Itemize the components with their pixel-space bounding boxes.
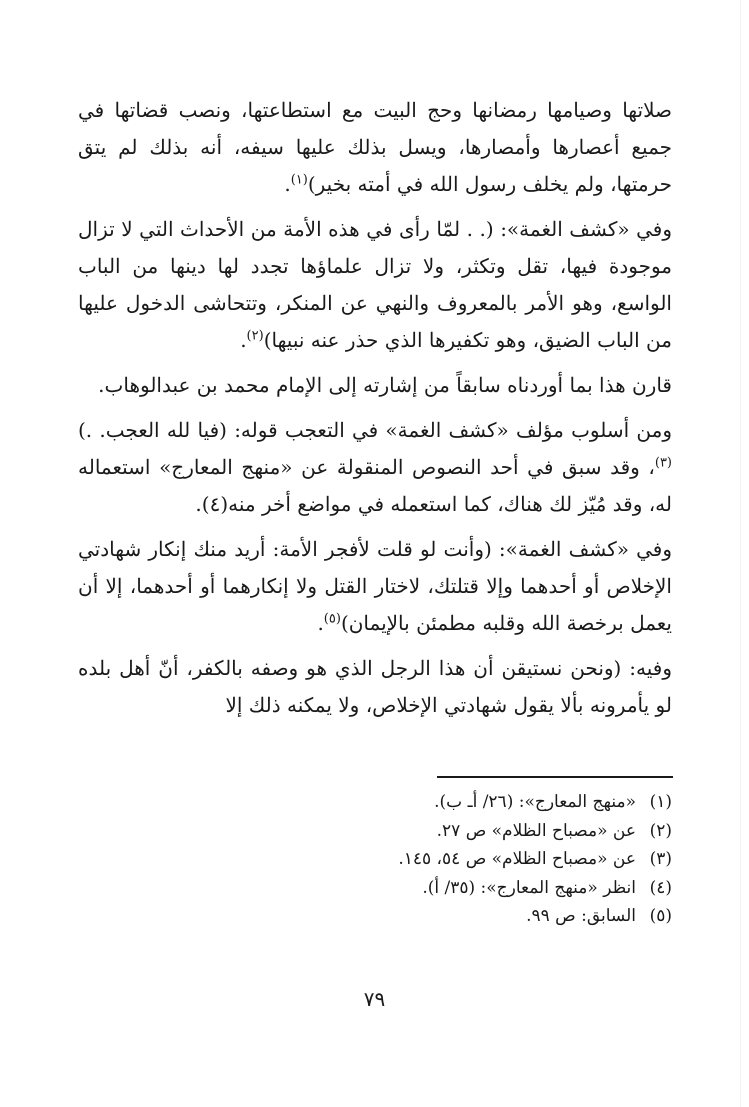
footnote-item [78, 788, 672, 817]
footnote-text: السابق: ص ٩٩. [526, 906, 636, 926]
footnote-item [78, 845, 672, 874]
footnote-item [78, 902, 672, 931]
footnote-number: (٢) [649, 820, 672, 841]
paragraph [78, 367, 672, 404]
footnote-marker[interactable]: (٣) [654, 455, 672, 471]
paragraph-tail: . [317, 611, 324, 635]
paragraph-text: وفي «كشف الغمة»: (وأنت لو قلت لأفجر الأمة: أريد منك إنكار شهادتي الإخلاص أو أحدهما وإلا قتلتك، لاختار القتل ولا إنكارهما أو أحدهما، إلا أن يعمل برخصة الله وقلبه مطمئن بالإيمان) [78, 537, 672, 635]
paragraph [78, 531, 672, 642]
paragraph-tail: . [240, 328, 247, 352]
paragraph [78, 412, 672, 523]
paragraph-text: قارن هذا بما أوردناه سابقاً من إشارته إلى الإمام محمد بن عبدالوهاب. [98, 373, 672, 397]
footnote-marker[interactable]: (٢) [246, 328, 264, 344]
footnote-text: «منهج المعارج»: (٢٦/ أـ ب). [434, 792, 636, 812]
paragraph-tail: ، وقد سبق في أحد النصوص المنقولة عن «منهج المعارج» استعماله له، وقد مُيّز لك هناك، كما استعمله في مواضع أخر منه(٤). [78, 455, 672, 516]
paragraph-text: ومن أسلوب مؤلف «كشف الغمة» في التعجب قوله: (فيا لله العجب. .) [78, 418, 672, 442]
footnote-number: (٤) [649, 877, 672, 898]
footnote-marker[interactable]: (٥) [323, 611, 341, 627]
footnote-marker[interactable]: (١) [290, 172, 308, 188]
footnote-text: انظر «منهج المعارج»: (٣٥/ أ). [422, 877, 636, 898]
paragraph-text: وفي «كشف الغمة»: (. . لمّا رأى في هذه الأمة من الأحداث التي لا تزال موجودة فيها، تقل وتكثر، ولا تزال علماؤها تجدد لها دينها من الباب الواسع، وهو الأمر بالمعروف والنهي عن المنكر، وتتحاشى الدخول عليها من الباب الضيق، وهو تكفيرها الذي حذر عنه نبيها) [78, 217, 672, 352]
paragraph-tail: . [284, 172, 291, 196]
footnote-separator [437, 776, 673, 778]
paragraph [78, 211, 672, 359]
paragraph-text: وفيه: (ونحن نستيقن أن هذا الرجل الذي هو وصفه بالكفر، أنّ أهل بلده لو يأمرونه بألا يقول شهادتي الإخلاص، ولا يمكنه ذلك إلا [78, 656, 672, 717]
footnote-number: (٣) [649, 849, 672, 869]
footnote-text: عن «مصباح الظلام» ص ٥٤، ١٤٥. [398, 849, 636, 869]
footnotes [78, 788, 672, 931]
page-number: ٧٩ [363, 987, 386, 1011]
paragraph [78, 650, 672, 724]
footnote-number: (٥) [649, 906, 672, 926]
footnote-item [78, 817, 672, 846]
footnote-item [78, 874, 672, 903]
scan-edge [740, 0, 741, 1107]
body-text [78, 92, 672, 732]
footnote-text: عن «مصباح الظلام» ص ٢٧. [436, 820, 636, 841]
footnote-number: (١) [649, 792, 672, 812]
paragraph-text: صلاتها وصيامها رمضانها وحج البيت مع استطاعتها، ونصب قضاتها في جميع أعصارها وأمصارها، ويسل بذلك عليها سيفه، أنه بذلك لم يتق حرمتها، ولم يخلف رسول الله في أمته بخير) [78, 98, 672, 196]
paragraph [78, 92, 672, 203]
